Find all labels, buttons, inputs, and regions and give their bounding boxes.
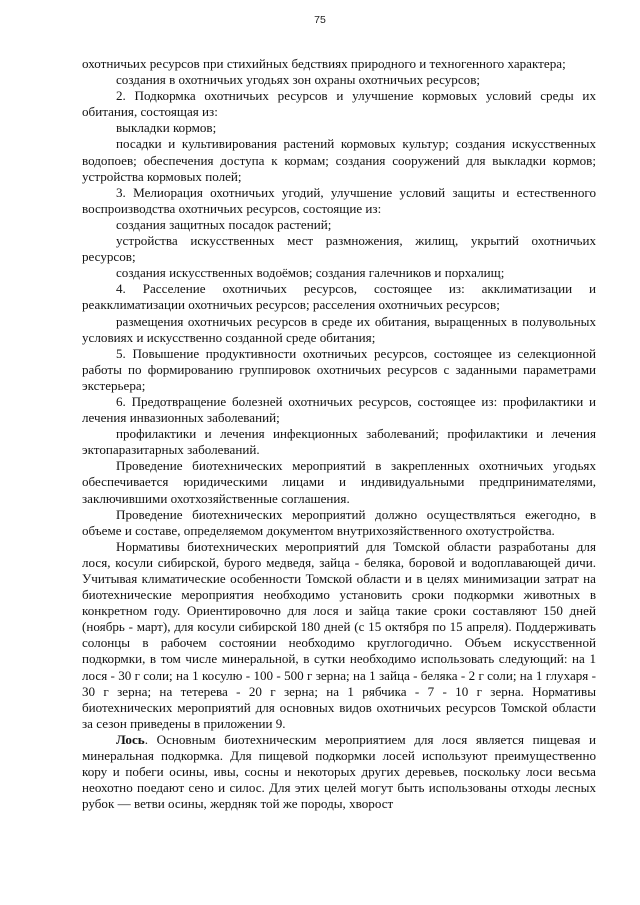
paragraph-text: . Основным биотехническим мероприятием для лося является пищевая и минеральная подкормка. Для пищевой подкормки лосей используют преимущественно кору и побеги осины, ивы, сосны и некоторых других деревьев, поскольку лоси весьма неохотно поедают сено и силос. Для этих целей могут быть использованы отходы лесных рубок — ветви осины, жердняк той же породы, хворост — [82, 731, 596, 812]
paragraph: 6. Предотвращение болезней охотничьих ресурсов, состоящее из: профилактики и лечения инвазионных заболеваний; — [82, 393, 596, 426]
paragraph: устройства искусственных мест размножения, жилищ, укрытий охотничьих ресурсов; — [82, 233, 596, 265]
paragraph: 5. Повышение продуктивности охотничьих ресурсов, состоящее из селекционной работы по формированию группировок охотничьих ресурсов с заданными параметрами экстерьера; — [82, 345, 596, 393]
paragraph: размещения охотничьих ресурсов в среде их обитания, выращенных в полувольных условиях и искусственно созданной среде обитания; — [82, 313, 596, 345]
paragraph — [82, 732, 596, 812]
paragraph: создания в охотничьих угодьях зон охраны охотничьих ресурсов; — [116, 72, 481, 88]
page-number: 75 — [314, 14, 326, 26]
paragraph: Нормативы биотехнических мероприятий для Томской области разработаны для лося, косули сибирской, бурого медведя, зайца - беляка, боровой и водоплавающей дичи. Учитывая климатические особенности Томской области и в целях минимизации затрат на биотехнические мероприятия необходимо установить сроки подкормки животных в конкретном году. Ориентировочно для лося и зайца такие сроки составляют 150 дней (ноябрь - март), для косули сибирской 180 дней (с 15 октября по 15 апреля). Поддерживать солонцы в рабочем состоянии необходимо круглогодично. Объем искусственной подкормки, в том числе минеральной, в сутки необходимо использовать следующий: на 1 лося - 30 г соли; на 1 косулю - 100 - 500 г зерна; на 1 зайца - беляка - 2 г соли; на 1 глухаря - 30 г зерна; на тетерева - 20 г зерна; на 1 рябчика - 7 - 10 г зерна. Нормативы биотехнических мероприятий для основных видов охотничьих ресурсов Томской области за сезон приведены в приложении 9. — [82, 538, 596, 731]
paragraph: 2. Подкормка охотничьих ресурсов и улучшение кормовых условий среды их обитания, состоящая из: — [82, 88, 596, 120]
paragraph: 3. Мелиорация охотничьих угодий, улучшение условий защиты и естественного воспроизводства охотничьих ресурсов, состоящие из: — [82, 184, 596, 216]
section-heading-los: Лось — [116, 731, 145, 747]
paragraph: посадки и культивирования растений кормовых культур; создания искусственных водопоев; обеспечения доступа к кормам; создания сооружений для выкладки кормов; устройства кормовых полей; — [82, 136, 596, 184]
paragraph: создания искусственных водоёмов; создания галечников и порхалищ; — [116, 265, 505, 281]
body-text — [82, 56, 596, 812]
paragraph: Проведение биотехнических мероприятий в закрепленных охотничьих угодьях обеспечивается юридическими лицами и индивидуальными предпринимателями, заключившими охотхозяйственные соглашения. — [82, 458, 596, 506]
paragraph: профилактики и лечения инфекционных заболеваний; профилактики и лечения эктопаразитарных заболеваний. — [82, 426, 596, 458]
paragraph: Проведение биотехнических мероприятий должно осуществляться ежегодно, в объеме и составе, определяемом документом внутрихозяйственного охотустройства. — [82, 506, 596, 538]
paragraph: выкладки кормов; — [116, 120, 217, 136]
paragraph: 4. Расселение охотничьих ресурсов, состоящее из: акклиматизации и реакклиматизации охотничьих ресурсов; расселения охотничьих ресурсов; — [82, 281, 596, 313]
paragraph: создания защитных посадок растений; — [116, 216, 332, 232]
paragraph: охотничьих ресурсов при стихийных бедствиях природного и техногенного характера; — [82, 56, 566, 71]
